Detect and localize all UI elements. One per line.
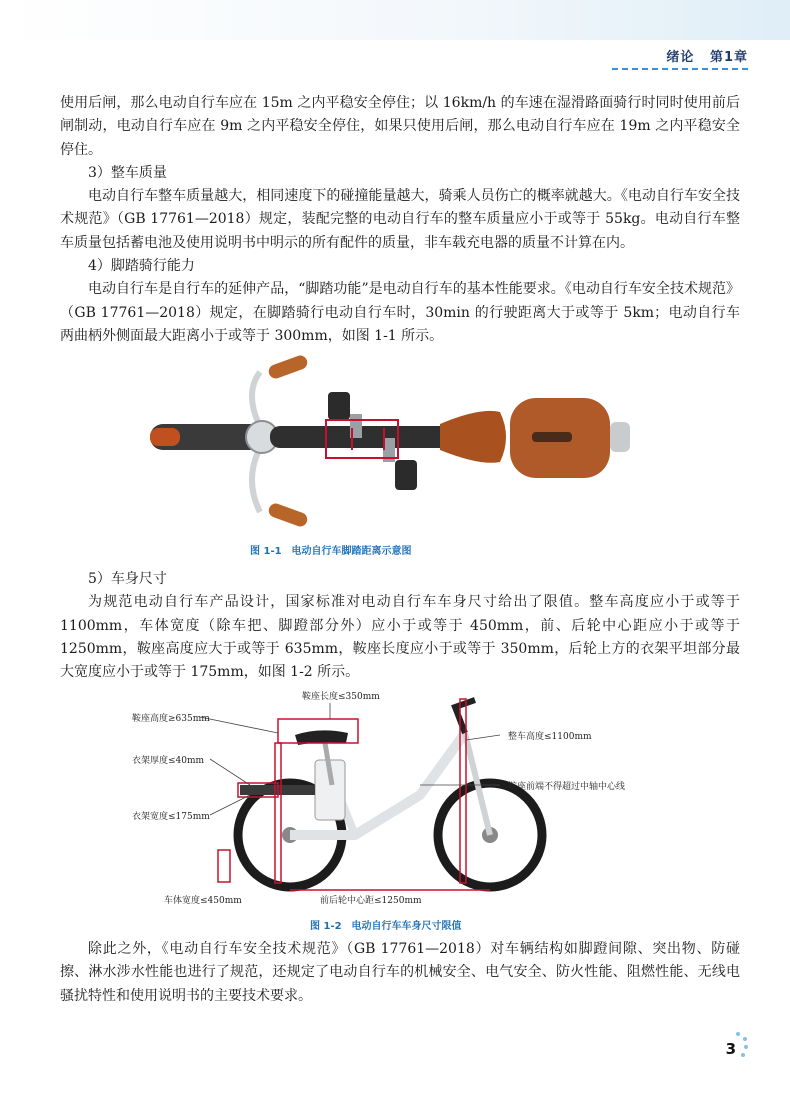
label-body-width: 车体宽度≤450mm (164, 896, 242, 906)
page-number-dots-decoration (734, 1030, 750, 1060)
paragraph: 除此之外，《电动自行车安全技术规范》（GB 17761—2018）对车辆结构如脚蹬间隙、突出物、防碰擦、淋水涉水性能也进行了规范，还规定了电动自行车的机械安全、电气安全、防火性能、阻燃性能、无线电骚扰特性和使用说明书的主要技术要求。 (60, 941, 740, 1004)
paragraph: 使用后闸，那么电动自行车应在 15m 之内平稳安全停住；以 16km/h 的车速在湿滑路面骑行时同时使用前后闸制动，电动自行车应在 9m 之内平稳安全停住，如果只使用后闸，那么电动自行车应在 19m 之内平稳安全停住。 (60, 95, 740, 158)
label-saddle-height: 鞍座高度≥635mm (132, 714, 210, 724)
label-rack-width: 衣架宽度≤175mm (132, 812, 210, 822)
label-saddle-front: 鞍座前端不得超过中轴中心线 (508, 782, 626, 792)
text-block-mid (60, 568, 740, 684)
figure-1-1-pedal-distance (140, 352, 640, 557)
figure-1-1-caption: 图 1-1 电动自行车脚踏距离示意图 (250, 546, 412, 557)
page-number: 3 (725, 1040, 736, 1058)
subheading-pedal: 4）脚踏骑行能力 (88, 258, 195, 275)
header-section: 绪论 (666, 50, 695, 65)
label-wheelbase: 前后轮中心距≤1250mm (320, 896, 422, 906)
page-top-tint (0, 0, 790, 40)
header-rule (612, 68, 748, 70)
bike-top-view-illustration (140, 352, 640, 532)
label-saddle-length: 鞍座长度≤350mm (302, 692, 380, 702)
subheading-size: 5）车身尺寸 (88, 571, 167, 587)
figure-1-2-caption: 图 1-2 电动自行车车身尺寸限值 (310, 921, 462, 932)
figure-1-2-body-dimensions (120, 685, 680, 935)
text-block-top (60, 92, 740, 348)
paragraph: 电动自行车整车质量越大，相同速度下的碰撞能量越大，骑乘人员伤亡的概率就越大。《电动自行车安全技术规范》（GB 17761—2018）规定，装配完整的电动自行车的整车质量应小于或等于 55kg。电动自行车整车质量包括蓄电池及使用说明书中明示的所有配件的质量，非车载充电器的质量不计算在内。 (60, 188, 740, 251)
label-overall-height: 整车高度≤1100mm (508, 732, 592, 742)
header-chapter: 第1章 (709, 50, 748, 65)
paragraph: 为规范电动自行车产品设计，国家标准对电动自行车车身尺寸给出了限值。整车高度应小于或等于 1100mm，车体宽度（除车把、脚蹬部分外）应小于或等于 450mm，前、后轮中心距应小于或等于 1250mm，鞍座高度应大于或等于 635mm，鞍座长度应小于或等于 350mm，后轮上方的衣架平坦部分最大宽度应小于或等于 175mm，如图 1-2 所示。 (60, 594, 740, 681)
running-header (666, 46, 748, 65)
text-block-bottom (60, 938, 740, 1008)
subheading-mass: 3）整车质量 (88, 164, 167, 181)
label-rack-thickness: 衣架厚度≤40mm (132, 756, 205, 766)
paragraph: 电动自行车是自行车的延伸产品，“脚踏功能”是电动自行车的基本性能要求。《电动自行车安全技术规范》（GB 17761—2018）规定，在脚踏骑行电动自行车时，30min 的行驶距离大于或等于 5km；电动自行车两曲柄外侧面最大距离小于或等于 300mm，如图 1-1 所示。 (60, 281, 740, 344)
